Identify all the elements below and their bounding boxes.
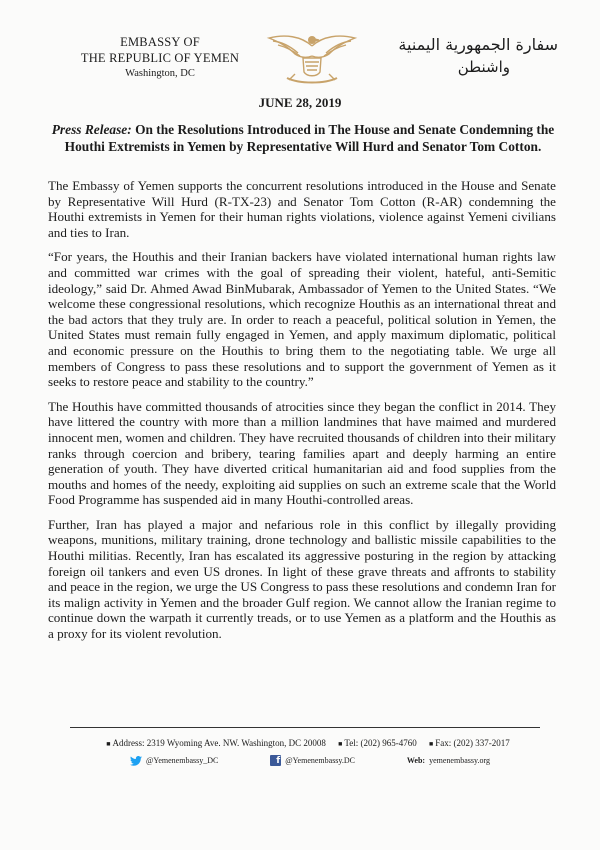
eagle-emblem-icon [265,28,359,88]
press-release-label: Press Release: [51,122,132,137]
bullet-square-icon: ■ [106,740,111,748]
bullet-square-icon: ■ [338,740,343,748]
footer-social [130,755,490,766]
twitter-handle[interactable] [130,756,218,766]
footer-contact [48,738,568,748]
letterhead-arabic-line-1: سفارة الجمهورية اليمنية [398,35,558,54]
twitter-text: @Yemenembassy_DC [146,756,219,765]
web-label: Web: [406,756,426,765]
website-link[interactable] [407,756,490,765]
footer-address: Address: 2319 Wyoming Ave. NW. Washington, DC 20008 [112,738,326,748]
facebook-handle[interactable] [270,755,355,766]
facebook-icon: f [270,755,281,766]
headline [34,121,572,155]
body-text [48,178,556,651]
letterhead-english [62,34,258,82]
letterhead-city: Washington, DC [125,68,195,79]
letterhead-arabic-line-2: واشنطن [457,58,510,76]
letterhead-arabic [378,34,558,78]
footer-divider [70,727,540,728]
paragraph-3: The Houthis have committed thousands of atrocities since they began the conflict in 2014. They have littered the country with more than a million landmines that have maimed and murdered innocent men, women and children. They have recruited thousands of children into their military ranks through coercion and bribery, tearing families apart and deeply harming an entire generation of youth. They have diverted critical humanitarian aid and food supplies from the mouths and homes of the needy, exploiting aid supplies on such an extreme scale that the World Food Programme has suspended aid in many Houthi-controlled areas. [48,398,556,508]
letterhead-line-2: THE REPUBLIC OF YEMEN [80,51,240,65]
paragraph-1: The Embassy of Yemen supports the concurrent resolutions introduced in the House and Senate by Representative Will Hurd (R-TX-23) and Senator Tom Cotton (R-AR) condemning the Houthi extremists in Yemen for their human rights violations, violence against Yemeni civilians and ties to Iran. [48,178,556,240]
facebook-text: @Yemenembassy.DC [285,756,356,765]
letterhead-line-1: EMBASSY OF [120,35,200,49]
footer-tel: Tel: (202) 965-4760 [344,738,417,748]
footer-fax: Fax: (202) 337-2017 [435,738,510,748]
bullet-square-icon: ■ [429,740,434,748]
web-url: yemenembassy.org [429,756,490,765]
headline-text: On the Resolutions Introduced in The House and Senate Condemning the Houthi Extremists in Yemen by Representative Will Hurd and Senator Tom Cotton. [64,122,555,154]
paragraph-2: “For years, the Houthis and their Iranian backers have violated international human rights law and committed war crimes with the goal of spreading their violent, hateful, anti-Semitic ideology,” said Dr. Ahmed Awad BinMubarak, Ambassador of Yemen to the United States. “We welcome these congressional resolutions, which recognize Houthis as an international threat and the bad actors that they truly are. In order to reach a peaceful, political solution in Yemen, the United States must remain fully engaged in Yemen, and apply maximum diplomatic, political and economic pressure on the Houthis to bring them to the negotiating table. We urge all members of Congress to pass these resolutions and to support the government of Yemen as it seeks to restore peace and stability to the country.” [48,249,556,390]
paragraph-4: Further, Iran has played a major and nefarious role in this conflict by illegally providing weapons, munitions, military training, drone technology and ballistic missile capabilities to the Houthi militias. Recently, Iran has escalated its aggressive posturing in the region by attacking foreign oil tankers and even US drones. In light of these grave threats and affronts to stability and peace in the region, we urge the US Congress to pass these resolutions and condemn Iran for its malign activity in Yemen and the broader Gulf region. We cannot allow the Iranian regime to continue down the warpath it currently treads, or to use Yemen as a platform and the Houthis as a proxy for its violent revolution. [48,516,556,642]
twitter-bird-icon [130,756,142,766]
release-date: JUNE 28, 2019 [258,95,342,110]
